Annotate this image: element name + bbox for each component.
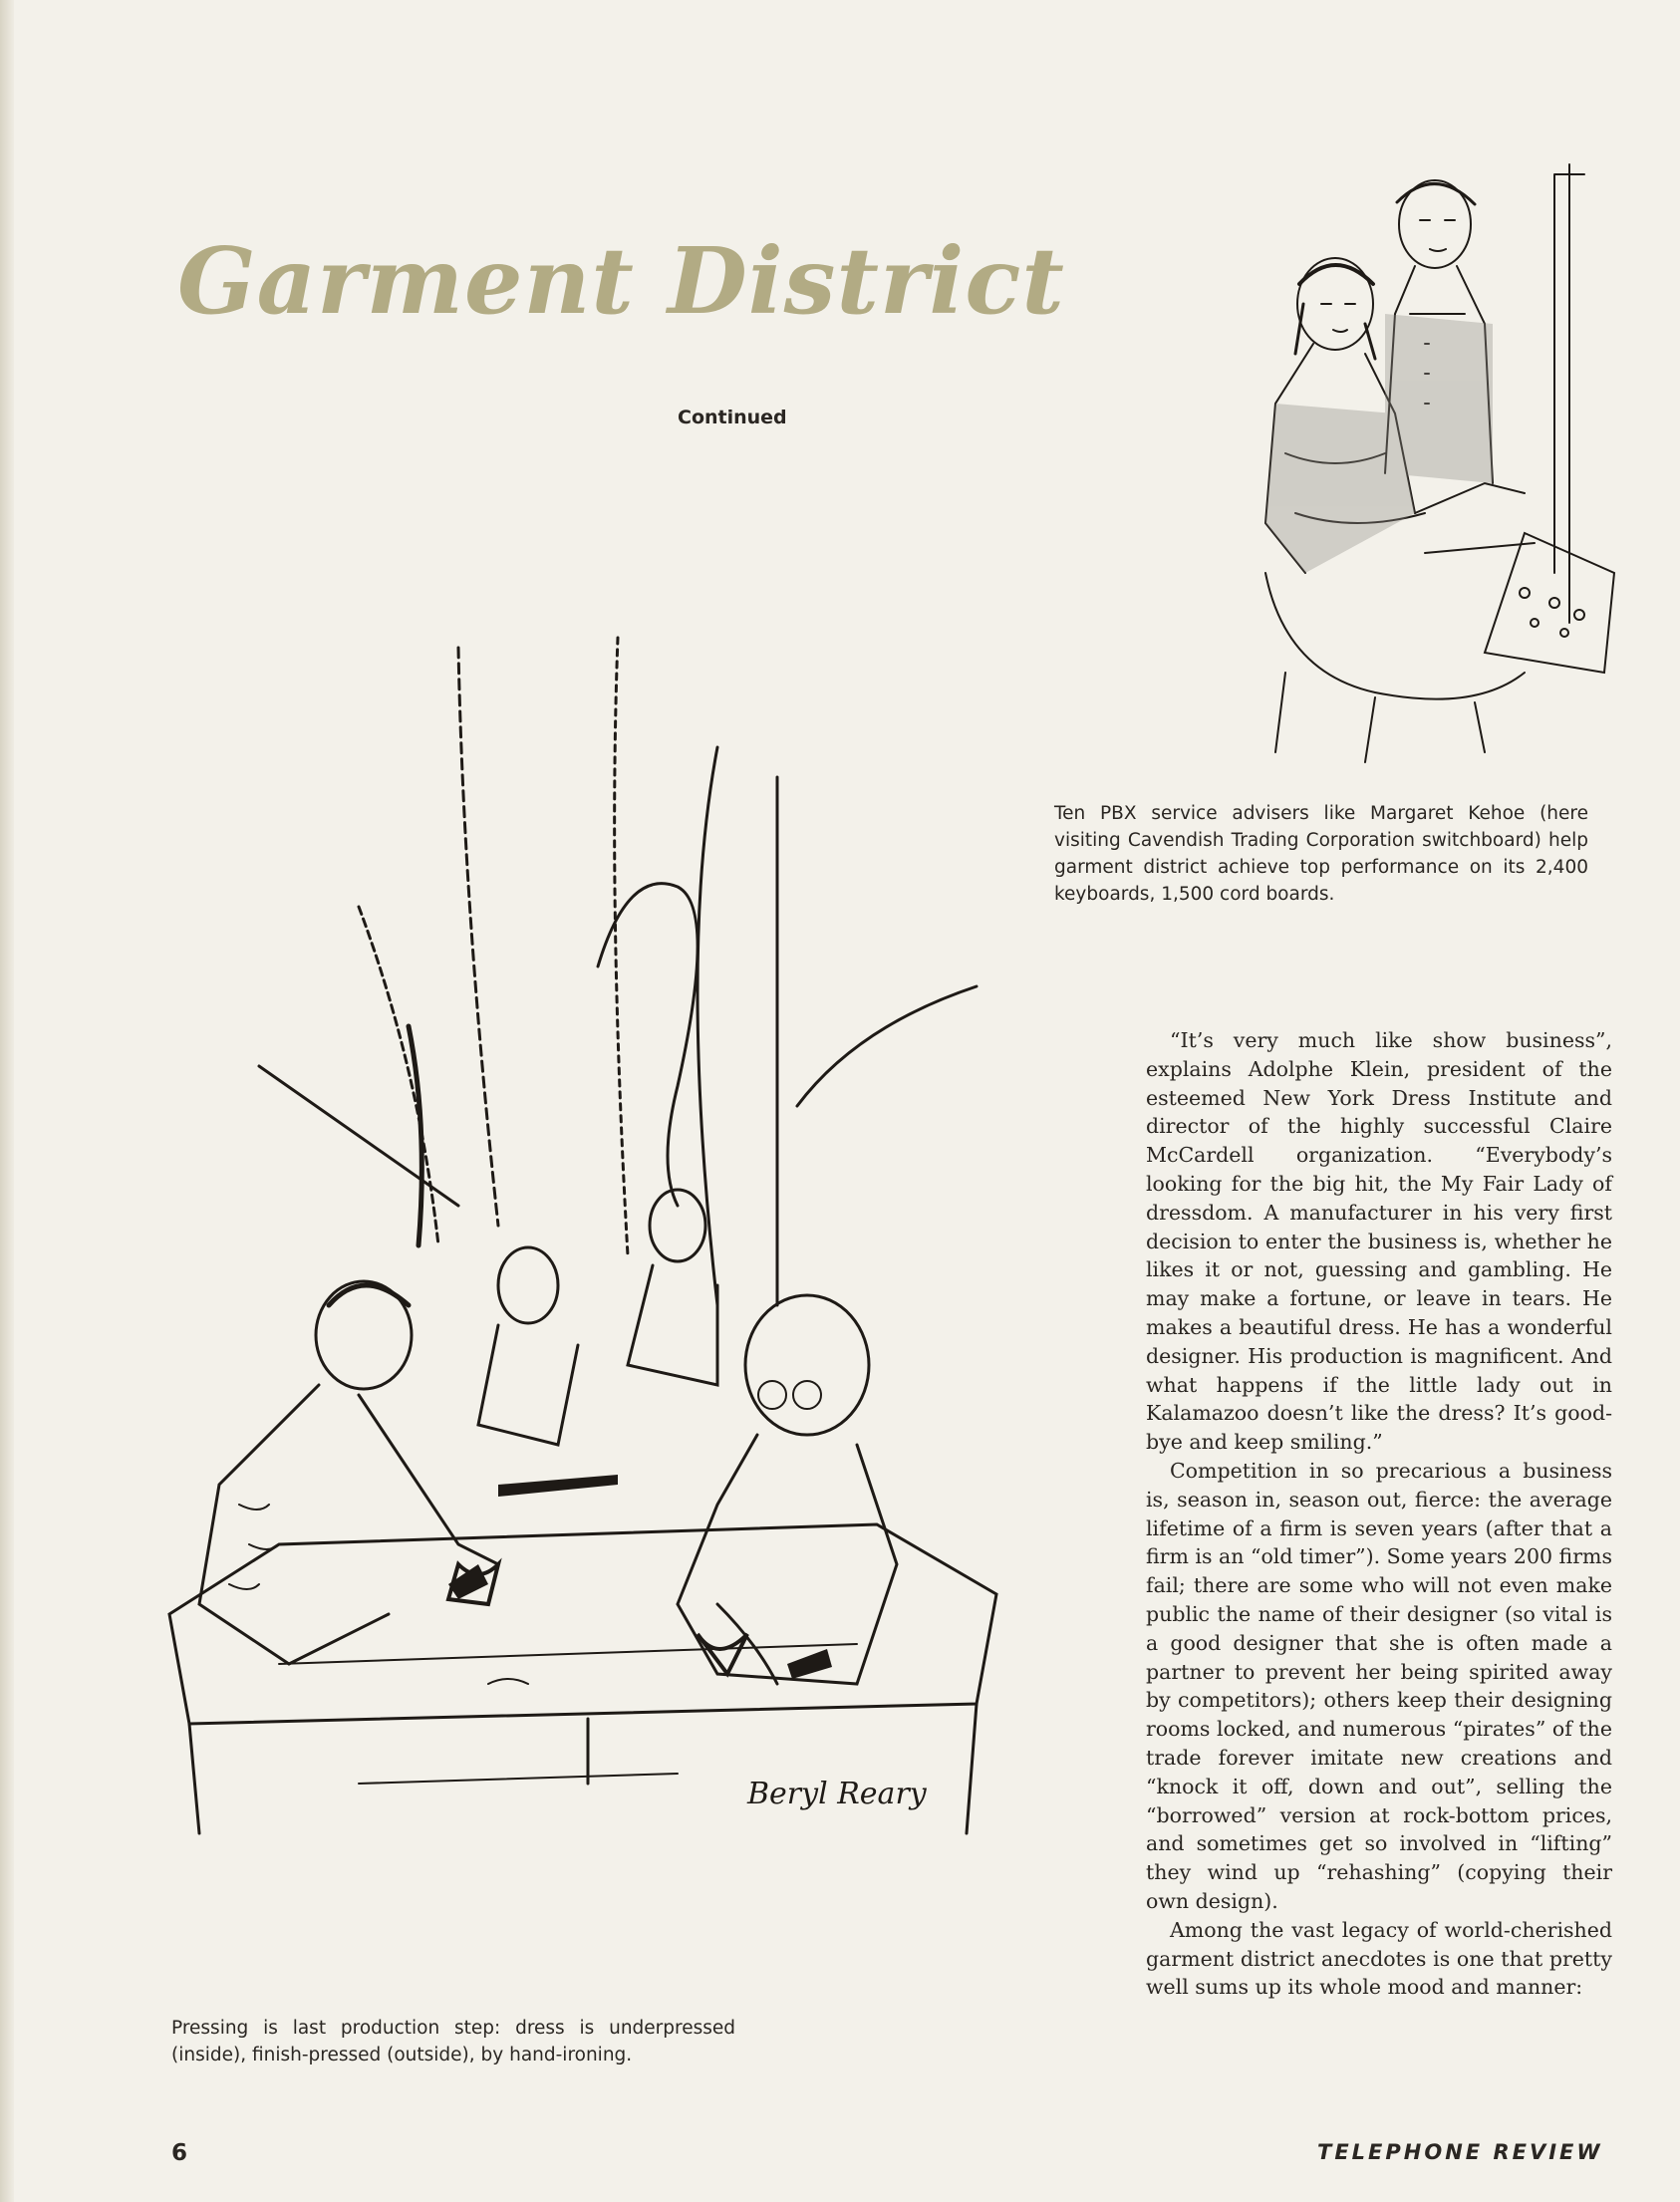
pressing-caption: Pressing is last production step: dress is underpressed (inside), finish-pressed (outside), by hand-ironing. [171,2018,735,2065]
publication-name: TELEPHONE REVIEW [1317,2140,1603,2164]
continued-label: Continued [678,407,787,428]
body-paragraph: Competition in so precarious a business is, season in, season out, fierce: the average lifetime of a firm is seven years (after that a firm is an “old timer”). Some years 200 firms fail; there are some who will not even make public the name of their designer (so vital is a good designer that she is often made a partner to prevent her being spirited away by competitors); others keep their designing rooms locked, and numerous “pirates” of the trade forever imitate new creations and “knock it off, down and out”, selling the “borrowed” version at rock-bottom prices, and sometimes get so involved in “lifting” they wind up “rehashing” (copying their own design). [1146,1458,1612,1913]
pressing-room-illustration [159,608,1036,1933]
article-title: Garment District [177,227,1065,335]
page-number: 6 [171,2140,188,2166]
article-body [1146,1026,1612,2002]
switchboard-illustration [1226,154,1624,772]
body-paragraph: Among the vast legacy of world-cherished garment district anecdotes is one that pretty well sums up its whole mood and manner: [1146,1917,1612,2000]
artist-signature: Beryl Reary [747,1777,927,1811]
body-paragraph: “It’s very much like show business”, explains Adolphe Klein, president of the esteemed New York Dress Institute and director of the highly successful Claire McCardell organization. “Everybody’s looking for the big hit, the My Fair Lady of dressdom. A manufacturer in his very first decision to enter the business is, whether he likes it or not, guessing and gambling. He may make a fortune, or leave in tears. He makes a beautiful dress. He has a wonderful designer. His production is magnificent. And what happens if the little lady out in Kalamazoo doesn’t like the dress? It’s good-bye and keep smiling.” [1146,1028,1612,1455]
page-edge [0,0,14,2202]
switchboard-caption: Ten PBX service advisers like Margaret Kehoe (here visiting Cavendish Trading Corporation switchboard) help garment district achieve top performance on its 2,400 keyboards, 1,500 cord boards. [1054,803,1588,905]
